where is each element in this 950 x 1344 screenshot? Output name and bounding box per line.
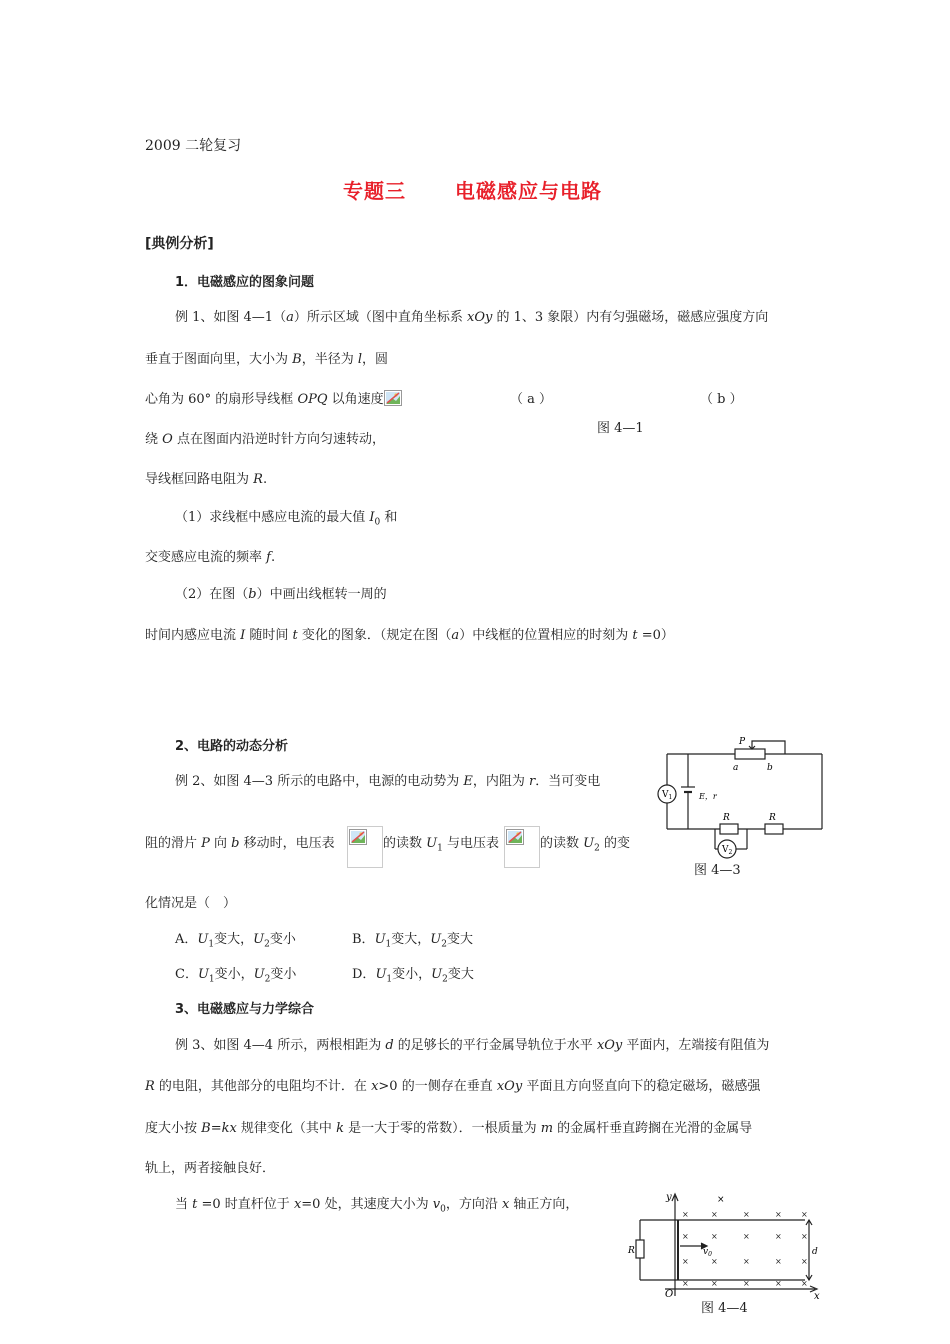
- q1-line5: 导线框回路电阻为 R.: [145, 472, 268, 487]
- field-cross: ×: [711, 1257, 718, 1266]
- option-d[interactable]: D．$U_1$变小，$U_2$变大: [352, 967, 474, 985]
- field-cross: ×: [801, 1232, 808, 1241]
- label-v1: $V_1$: [662, 790, 673, 801]
- field-cross: ×: [743, 1257, 750, 1266]
- option-a[interactable]: A．$U_1$变大，$U_2$变小: [175, 932, 296, 950]
- label-o: O: [665, 1289, 674, 1300]
- field-cross: ×: [775, 1279, 782, 1288]
- label-er: E，r: [699, 792, 717, 801]
- broken-image-icon: [347, 826, 383, 868]
- label-p: P: [739, 737, 746, 747]
- q2-line3: 化情况是（ ）: [145, 896, 237, 911]
- field-cross: ×: [682, 1210, 689, 1219]
- title-left: 专题三: [343, 179, 406, 203]
- q3-line3: 度大小按 B=kx 规律变化（其中 k 是一大于零的常数）．一根质量为 m 的金属杆垂直跨搁在光滑的金属导: [145, 1121, 753, 1136]
- fig-4-3-caption: 图 4—3: [694, 863, 741, 878]
- q1-line4: 绕 O 点在图面内沿逆时针方向匀速转动，: [145, 432, 385, 447]
- q3-line4: 轨上，两者接触良好．: [145, 1161, 276, 1176]
- field-cross: ×: [775, 1232, 782, 1241]
- q1-line1: 例 1、如图 4—1（a）所示区域（图中直角坐标系 xOy 的 1、3 象限）内有匀强磁场，磁感应强度方向: [175, 310, 769, 325]
- q3-line1: 例 3、如图 4—4 所示，两根相距为 d 的足够长的平行金属导轨位于水平 xOy 平面内，左端接有阻值为: [175, 1038, 770, 1053]
- label-y: y: [666, 1192, 672, 1203]
- q1-line9: 时间内感应电流 I 随时间 t 变化的图象．（规定在图（a）中线框的位置相应的时刻为 t =0）: [145, 628, 674, 643]
- field-cross: ×: [775, 1210, 782, 1219]
- cross-top: ×: [717, 1195, 725, 1205]
- field-cross: ×: [682, 1232, 689, 1241]
- field-cross: ×: [711, 1210, 718, 1219]
- label-a: a: [733, 763, 739, 773]
- q2-line2: 阻的滑片 P 向 b 移动时，电压表: [145, 836, 335, 851]
- field-cross: ×: [801, 1279, 808, 1288]
- fig-a-label: （ a ）: [510, 392, 553, 407]
- label-r2: R: [769, 813, 776, 823]
- q1-line8: （2）在图（b）中画出线框转一周的: [175, 587, 387, 602]
- q2-line1: 例 2、如图 4—3 所示的电路中，电源的电动势为 E，内阻为 r．当可变电: [175, 774, 601, 789]
- q1-heading: 1．电磁感应的图象问题: [175, 275, 315, 290]
- option-c[interactable]: C．$U_1$变小，$U_2$变小: [175, 967, 297, 985]
- fig-4-4-caption: 图 4—4: [701, 1301, 748, 1316]
- q1-line2: 垂直于图面向里，大小为 B，半径为 l，圆: [145, 352, 389, 367]
- label-r: R: [628, 1246, 635, 1256]
- rail-diagram: [625, 1188, 825, 1300]
- field-cross: ×: [743, 1210, 750, 1219]
- label-x: x: [814, 1291, 820, 1300]
- q2-heading: 2、电路的动态分析: [175, 739, 289, 754]
- circuit-diagram: [655, 732, 830, 864]
- q1-line3: 心角为 60° 的扇形导线框 OPQ 以角速度: [145, 388, 402, 410]
- header-year: 2009 二轮复习: [145, 138, 242, 154]
- field-cross: ×: [801, 1210, 808, 1219]
- q3-heading: 3、电磁感应与力学综合: [175, 1002, 315, 1017]
- q1-line7: 交变感应电流的频率 f.: [145, 550, 276, 565]
- fig-4-1-caption: 图 4—1: [597, 421, 644, 436]
- field-cross: ×: [682, 1279, 689, 1288]
- label-v0: $v_0$: [703, 1247, 712, 1258]
- q1-line6: （1）求线框中感应电流的最大值 $I_0$ 和: [175, 510, 398, 528]
- q2-line2-mid: 的读数 $U_1$ 与电压表: [383, 836, 499, 854]
- broken-image-icon: [504, 826, 540, 868]
- field-cross: ×: [711, 1232, 718, 1241]
- label-b: b: [767, 763, 773, 773]
- field-cross: ×: [801, 1257, 808, 1266]
- label-v2: $V_2$: [722, 845, 733, 856]
- q2-line2-end: 的读数 $U_2$ 的变: [540, 836, 630, 854]
- fig-b-label: （ b ）: [700, 392, 743, 407]
- label-d: d: [812, 1247, 818, 1257]
- field-cross: ×: [743, 1232, 750, 1241]
- option-b[interactable]: B．$U_1$变大，$U_2$变大: [352, 932, 473, 950]
- q3-line2: R 的电阻，其他部分的电阻均不计．在 x>0 的一侧存在垂直 xOy 平面且方向竖直向下的稳定磁场，磁感强: [145, 1079, 761, 1094]
- q3-line5: 当 t =0 时直杆位于 x=0 处，其速度大小为 $v_0$，方向沿 x 轴正方向，: [175, 1197, 579, 1215]
- field-cross: ×: [775, 1257, 782, 1266]
- label-r1: R: [723, 813, 730, 823]
- field-cross: ×: [743, 1279, 750, 1288]
- section-heading: [典例分析]: [145, 236, 214, 252]
- field-cross: ×: [711, 1279, 718, 1288]
- broken-image-icon: [384, 390, 402, 410]
- title-right: 电磁感应与电路: [455, 179, 602, 203]
- field-cross: ×: [682, 1257, 689, 1266]
